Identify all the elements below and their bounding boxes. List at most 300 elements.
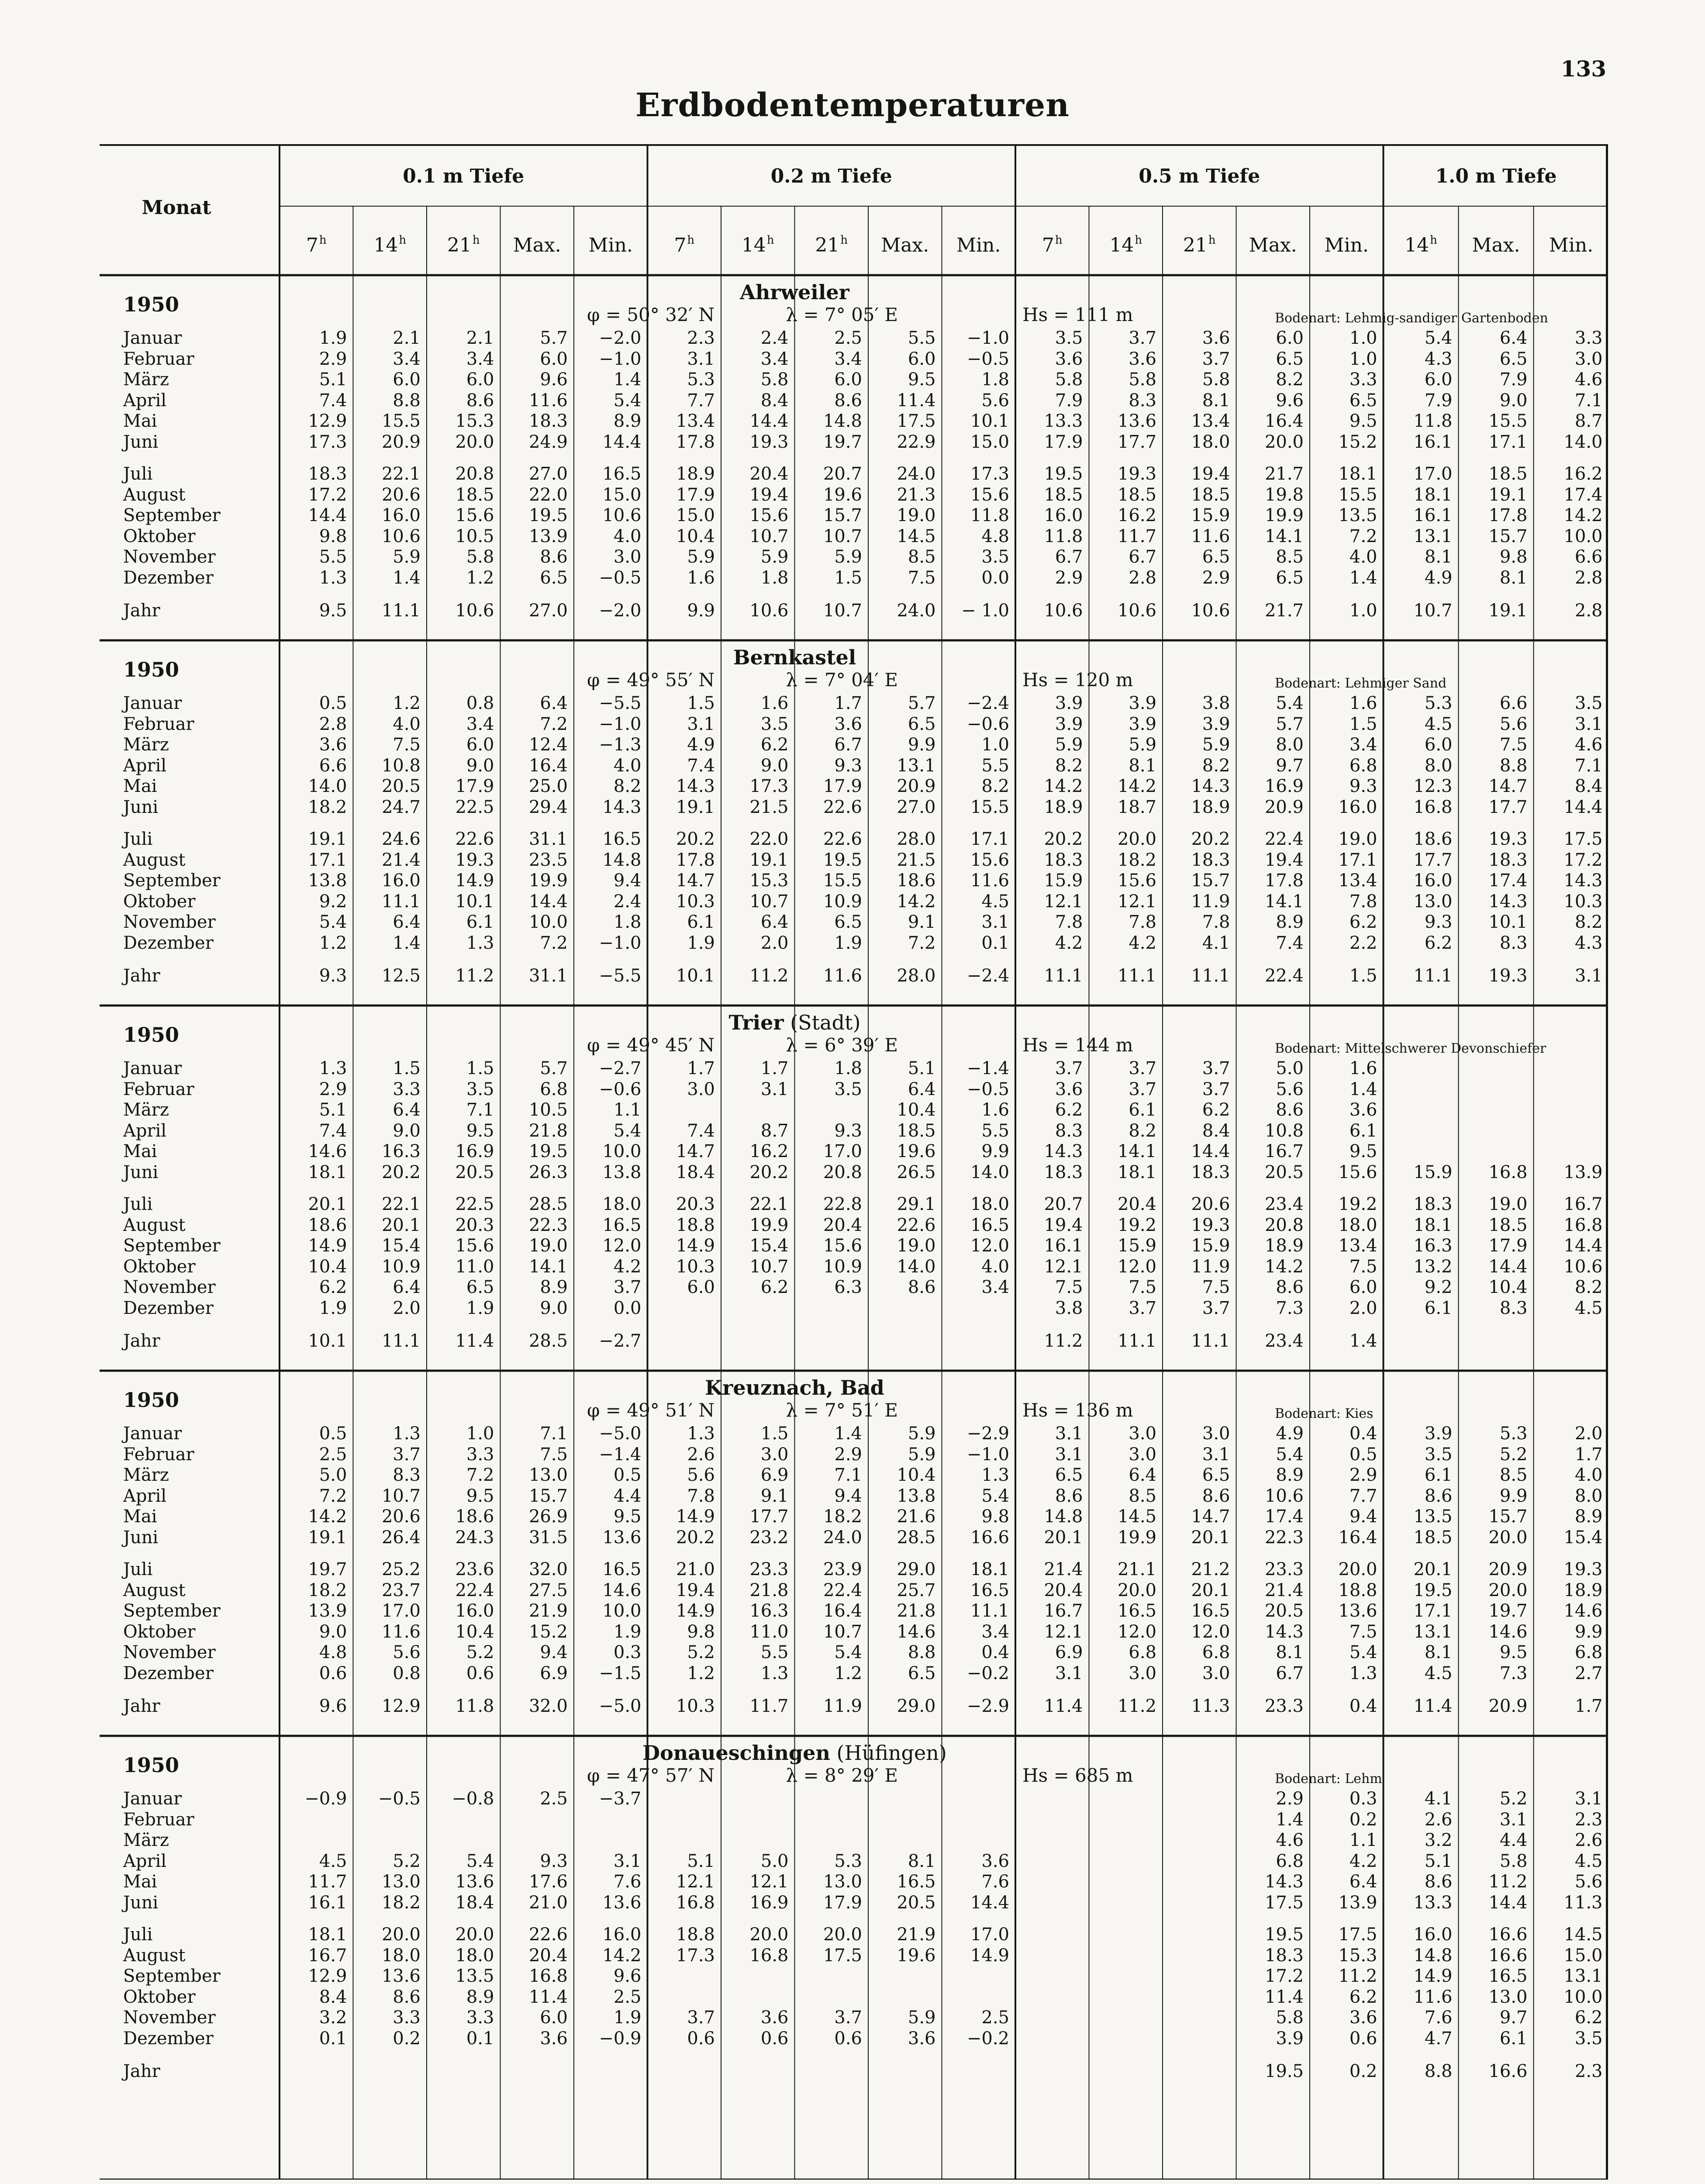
table-cell: 1.4	[393, 567, 421, 588]
table-cell: 22.8	[823, 1194, 862, 1214]
table-cell: 10.9	[381, 1256, 421, 1277]
station-latitude: φ = 49° 45′ N	[587, 1034, 715, 1056]
table-cell: 5.6	[981, 390, 1009, 411]
column-header-label: Max.	[881, 234, 929, 256]
table-cell: 5.4	[613, 1120, 642, 1141]
month-label: Oktober	[123, 1256, 196, 1277]
month-label: April	[123, 1851, 167, 1871]
table-cell: 9.6	[613, 1966, 642, 1986]
month-label: Oktober	[123, 526, 196, 546]
table-cell: 16.8	[749, 1945, 789, 1966]
table-cell: 12.1	[1044, 1621, 1083, 1642]
table-cell: 15.7	[1488, 1507, 1528, 1527]
table-cell: 18.1	[1338, 464, 1377, 484]
table-cell: 16.8	[1563, 1215, 1603, 1235]
table-cell: 7.9	[1055, 390, 1083, 411]
table-cell: 20.4	[1044, 1580, 1083, 1600]
table-cell: 13.5	[1413, 1507, 1453, 1527]
table-cell: 14.4	[528, 891, 568, 912]
table-cell: 17.7	[749, 1507, 789, 1527]
year-summary-label: Jahr	[123, 966, 160, 986]
table-cell: 5.9	[760, 547, 789, 567]
table-cell: 11.6	[528, 390, 568, 411]
table-cell: 8.2	[1055, 755, 1083, 776]
table-cell: 5.2	[1499, 1789, 1528, 1809]
table-cell: 6.0	[540, 2008, 568, 2028]
table-cell: 10.1	[455, 891, 494, 912]
table-cell: 10.4	[897, 1465, 936, 1485]
table-cell: 22.6	[823, 829, 862, 849]
table-cell: 2.3	[1574, 1809, 1603, 1830]
table-cell: 17.7	[1413, 850, 1453, 870]
table-cell: 22.4	[455, 1580, 494, 1600]
table-cell: 10.7	[381, 1486, 421, 1506]
table-cell: 2.9	[1202, 567, 1230, 588]
year-summary-cell: 23.4	[1264, 1331, 1304, 1351]
table-cell: 14.2	[1117, 776, 1156, 796]
table-cell: 7.3	[1276, 1298, 1304, 1318]
table-cell: 16.0	[455, 1601, 494, 1621]
table-cell: −5.5	[599, 693, 642, 713]
month-label: Dezember	[123, 933, 214, 953]
column-header-label: Min.	[956, 234, 1001, 256]
table-cell: 2.2	[1349, 933, 1377, 953]
table-cell: 13.0	[1413, 891, 1453, 912]
table-cell: 20.0	[455, 1925, 494, 1945]
table-cell: 6.4	[540, 693, 568, 713]
month-label: August	[123, 1580, 186, 1600]
column-header	[1536, 236, 1606, 255]
table-cell: 18.0	[1191, 432, 1230, 452]
year-summary-cell: −5.0	[599, 1696, 642, 1716]
table-cell: 7.4	[1276, 933, 1304, 953]
month-label: November	[123, 547, 216, 567]
station-longitude: λ = 7° 04′ E	[786, 669, 898, 691]
year-summary-cell: 28.5	[528, 1331, 568, 1351]
table-cell: 16.8	[1488, 1162, 1528, 1182]
table-cell: 2.8	[1574, 567, 1603, 588]
table-cell: 3.4	[834, 349, 862, 369]
soil-type: Bodenart: Lehmiger Sand	[1275, 676, 1447, 691]
table-cell: 4.9	[1276, 1424, 1304, 1444]
month-label: Oktober	[123, 1987, 196, 2007]
table-cell: 4.0	[393, 714, 421, 734]
table-cell: 5.5	[908, 328, 936, 348]
table-cell: 18.8	[676, 1215, 715, 1235]
table-cell: 11.6	[1191, 526, 1230, 546]
table-cell: 14.0	[897, 1256, 936, 1277]
table-cell: 17.0	[1413, 464, 1453, 484]
year-summary-cell: 11.2	[1044, 1331, 1083, 1351]
table-cell: 11.0	[749, 1621, 789, 1642]
table-cell: 6.4	[393, 1277, 421, 1297]
table-cell: 5.8	[1129, 370, 1156, 390]
table-cell: 9.0	[393, 1120, 421, 1141]
table-cell: 5.2	[1499, 1444, 1528, 1465]
table-cell: −1.0	[599, 714, 642, 734]
table-cell: 11.4	[528, 1987, 568, 2007]
year-summary-cell: 11.4	[455, 1331, 494, 1351]
table-cell: 4.2	[1055, 933, 1083, 953]
table-cell: 24.7	[381, 797, 421, 817]
table-cell: 7.9	[1424, 390, 1453, 411]
table-cell: 7.4	[687, 1120, 715, 1141]
table-cell: 5.1	[1424, 1851, 1453, 1871]
column-header-label: 14	[373, 234, 398, 256]
year-summary-cell: 10.1	[308, 1331, 347, 1351]
table-cell: 9.6	[540, 370, 568, 390]
table-cell: −0.2	[966, 2028, 1009, 2049]
table-cell: 3.6	[1055, 1079, 1083, 1099]
column-header	[576, 236, 645, 255]
table-cell: 10.4	[897, 1100, 936, 1120]
table-cell: 16.1	[1044, 1236, 1083, 1256]
year-summary-cell: 21.7	[1264, 601, 1304, 621]
table-cell: 16.4	[1338, 1527, 1377, 1548]
year-summary-cell: 11.1	[381, 601, 421, 621]
table-cell: 8.0	[1276, 735, 1304, 755]
table-cell: 19.0	[528, 1236, 568, 1256]
table-cell: 22.0	[749, 829, 789, 849]
table-cell: 20.2	[676, 829, 715, 849]
table-cell: 2.1	[466, 328, 494, 348]
table-cell: 3.5	[1424, 1444, 1453, 1465]
table-cell: 3.5	[981, 547, 1009, 567]
table-cell: 4.0	[613, 526, 642, 546]
table-cell: 28.0	[897, 829, 936, 849]
table-cell: 13.6	[602, 1527, 642, 1548]
year-summary-label: Jahr	[123, 601, 160, 621]
table-cell: 14.9	[970, 1945, 1009, 1966]
station-name-main: Ahrweiler	[740, 280, 849, 304]
table-cell: 5.7	[1276, 714, 1304, 734]
table-cell: 2.9	[1349, 1465, 1377, 1485]
table-cell: 3.0	[1129, 1424, 1156, 1444]
table-cell: 5.6	[1574, 1872, 1603, 1892]
table-cell: 15.6	[823, 1236, 862, 1256]
table-cell: 22.9	[897, 432, 936, 452]
month-label: Dezember	[123, 567, 214, 588]
table-cell: 9.7	[1499, 2008, 1528, 2028]
table-cell: 20.5	[381, 776, 421, 796]
table-cell: 17.0	[823, 1141, 862, 1161]
year-summary-cell: 10.6	[455, 601, 494, 621]
table-cell: 17.1	[1338, 850, 1377, 870]
station-name	[620, 1013, 970, 1033]
table-cell: 23.4	[1264, 1194, 1304, 1214]
table-cell: 18.9	[1044, 797, 1083, 817]
table-cell: −2.4	[966, 693, 1009, 713]
table-cell: 11.7	[308, 1872, 347, 1892]
table-cell: 7.5	[1349, 1621, 1377, 1642]
table-cell: 6.6	[1499, 693, 1528, 713]
table-cell: 14.7	[676, 871, 715, 891]
table-cell: 9.5	[908, 370, 936, 390]
table-cell: 11.6	[1413, 1987, 1453, 2007]
table-cell: 21.0	[528, 1892, 568, 1913]
table-cell: 11.9	[1191, 891, 1230, 912]
column-header	[870, 236, 940, 255]
table-cell: 3.9	[1129, 693, 1156, 713]
table-cell: 14.9	[676, 1601, 715, 1621]
table-cell: 17.4	[1264, 1507, 1304, 1527]
table-cell: 9.9	[1499, 1486, 1528, 1506]
table-cell: 0.0	[981, 567, 1009, 588]
table-cell: 14.7	[1488, 776, 1528, 796]
table-cell: 20.1	[1044, 1527, 1083, 1548]
table-cell: 25.7	[897, 1580, 936, 1600]
table-cell: 3.7	[1129, 1079, 1156, 1099]
month-column-header: Monat	[142, 197, 211, 219]
table-cell: 7.5	[908, 567, 936, 588]
table-cell: 19.1	[308, 1527, 347, 1548]
table-cell: 7.2	[1349, 526, 1377, 546]
table-cell: 0.0	[613, 1298, 642, 1318]
table-cell: 7.8	[1129, 912, 1156, 932]
table-cell: 5.6	[687, 1465, 715, 1485]
year-summary-cell: 11.8	[455, 1696, 494, 1716]
table-cell: 11.8	[970, 505, 1009, 525]
table-cell: 15.0	[970, 432, 1009, 452]
table-cell: 9.4	[834, 1486, 862, 1506]
column-header	[428, 236, 498, 255]
table-cell: 14.1	[528, 1256, 568, 1277]
station-name-suffix: (Hüfingen)	[830, 1741, 947, 1765]
month-label: Mai	[123, 1872, 157, 1892]
station-name-main: Donaueschingen	[642, 1741, 830, 1765]
year-summary-cell: −2.7	[599, 1331, 642, 1351]
table-cell: 11.0	[455, 1256, 494, 1277]
table-cell: 6.8	[1129, 1642, 1156, 1662]
table-cell: −1.0	[599, 933, 642, 953]
table-cell: 7.6	[613, 1872, 642, 1892]
table-cell: 9.0	[466, 755, 494, 776]
table-cell: 20.0	[1338, 1559, 1377, 1579]
table-cell: 20.6	[1191, 1194, 1230, 1214]
table-cell: 8.4	[319, 1987, 347, 2007]
table-cell: 4.5	[1424, 1663, 1453, 1683]
table-cell: 8.4	[1202, 1120, 1230, 1141]
table-cell: 17.3	[308, 432, 347, 452]
table-cell: 6.7	[1129, 547, 1156, 567]
year-summary-cell: 11.1	[1044, 966, 1083, 986]
year-summary-cell: 12.9	[381, 1696, 421, 1716]
table-cell: −2.7	[599, 1058, 642, 1078]
table-cell: 16.0	[381, 871, 421, 891]
table-cell: 18.1	[1117, 1162, 1156, 1182]
table-cell: 10.4	[308, 1256, 347, 1277]
table-cell: 1.6	[981, 1100, 1009, 1120]
table-cell: 18.5	[1488, 1215, 1528, 1235]
table-cell: 16.6	[1488, 1945, 1528, 1966]
table-cell: 20.0	[1117, 1580, 1156, 1600]
table-cell: 13.1	[1563, 1966, 1603, 1986]
table-cell: 9.0	[540, 1298, 568, 1318]
station-year: 1950	[123, 658, 179, 681]
table-cell: 19.3	[455, 850, 494, 870]
table-cell: 15.2	[528, 1621, 568, 1642]
month-label: Juli	[123, 1925, 153, 1945]
table-cell: 1.8	[981, 370, 1009, 390]
table-cell: 20.9	[381, 432, 421, 452]
table-cell: −0.6	[599, 1079, 642, 1099]
table-cell: 17.5	[1563, 829, 1603, 849]
table-cell: 7.3	[1499, 1663, 1528, 1683]
page-number: 133	[1560, 56, 1606, 82]
table-cell: 18.0	[970, 1194, 1009, 1214]
year-summary-cell: 23.3	[1264, 1696, 1304, 1716]
table-cell: 14.0	[308, 776, 347, 796]
table-cell: 16.1	[1413, 432, 1453, 452]
table-cell: −1.3	[599, 735, 642, 755]
table-cell: 1.5	[687, 693, 715, 713]
table-cell: 3.7	[1202, 1079, 1230, 1099]
month-label: Januar	[123, 1424, 182, 1444]
table-cell: 5.3	[1499, 1424, 1528, 1444]
table-cell: 6.4	[908, 1079, 936, 1099]
table-cell: 7.1	[1574, 755, 1603, 776]
table-cell: 15.3	[1338, 1945, 1377, 1966]
table-cell: 16.2	[1563, 464, 1603, 484]
table-cell: 17.3	[749, 776, 789, 796]
table-cell: 14.4	[749, 411, 789, 431]
table-cell: 14.4	[1488, 1256, 1528, 1277]
table-cell: 8.6	[1276, 1277, 1304, 1297]
table-cell: 2.0	[393, 1298, 421, 1318]
table-cell: 10.6	[602, 505, 642, 525]
table-cell: 10.9	[823, 891, 862, 912]
table-cell: 12.0	[602, 1236, 642, 1256]
table-cell: −1.4	[966, 1058, 1009, 1078]
column-header-label: 21	[1183, 234, 1208, 256]
year-summary-cell: 11.1	[1117, 1331, 1156, 1351]
table-cell: −0.2	[966, 1663, 1009, 1683]
table-cell: 12.9	[308, 411, 347, 431]
table-cell: 10.9	[823, 1256, 862, 1277]
table-cell: 1.4	[1349, 567, 1377, 588]
table-cell: 16.7	[1044, 1601, 1083, 1621]
table-cell: 3.3	[466, 1444, 494, 1465]
station-elevation: Hs = 136 m	[1022, 1400, 1133, 1421]
table-cell: 16.5	[970, 1580, 1009, 1600]
table-cell: 2.9	[319, 349, 347, 369]
column-header-hour-mark: h	[399, 234, 407, 247]
table-cell: 19.1	[308, 829, 347, 849]
table-cell: 6.0	[1349, 1277, 1377, 1297]
table-cell: 14.9	[676, 1236, 715, 1256]
year-summary-cell: 19.3	[1488, 966, 1528, 986]
table-cell: 17.8	[676, 850, 715, 870]
table-cell: 17.8	[1488, 505, 1528, 525]
table-cell: 15.5	[970, 797, 1009, 817]
table-cell: 19.4	[1191, 464, 1230, 484]
table-cell: 11.9	[1191, 1256, 1230, 1277]
table-cell: 3.0	[1574, 349, 1603, 369]
table-cell: 8.9	[1574, 1507, 1603, 1527]
table-cell: 15.0	[602, 484, 642, 505]
table-cell: 18.3	[1488, 850, 1528, 870]
table-cell: 5.2	[687, 1642, 715, 1662]
month-label: April	[123, 390, 167, 411]
year-summary-cell: 10.6	[749, 601, 789, 621]
table-cell: 2.5	[613, 1987, 642, 2007]
table-cell: 7.5	[1055, 1277, 1083, 1297]
table-cell: 13.0	[528, 1465, 568, 1485]
table-cell: 6.4	[1129, 1465, 1156, 1485]
year-summary-cell: 3.1	[1574, 966, 1603, 986]
station-elevation: Hs = 120 m	[1022, 669, 1133, 691]
table-cell: 3.1	[1499, 1809, 1528, 1830]
table-cell: 3.6	[1055, 349, 1083, 369]
table-cell: 3.7	[1129, 328, 1156, 348]
table-cell: 14.5	[1563, 1925, 1603, 1945]
year-summary-cell: 28.0	[897, 966, 936, 986]
table-cell: 19.5	[1264, 1925, 1304, 1945]
table-cell: 14.9	[1413, 1966, 1453, 1986]
table-cell: 0.4	[981, 1642, 1009, 1662]
table-cell: 12.9	[308, 1966, 347, 1986]
table-cell: 9.3	[1424, 912, 1453, 932]
table-cell: 1.9	[613, 2008, 642, 2028]
table-cell: 3.1	[1574, 714, 1603, 734]
table-cell: 1.3	[319, 567, 347, 588]
table-cell: 18.1	[308, 1162, 347, 1182]
table-cell: 3.9	[1424, 1424, 1453, 1444]
table-cell: 17.9	[1488, 1236, 1528, 1256]
table-cell: 9.3	[834, 755, 862, 776]
table-cell: 13.4	[1338, 1236, 1377, 1256]
table-cell: 5.8	[1499, 1851, 1528, 1871]
table-cell: 6.2	[1349, 1987, 1377, 2007]
table-cell: 24.9	[528, 432, 568, 452]
table-cell: 9.8	[319, 526, 347, 546]
table-cell: 16.0	[1338, 797, 1377, 817]
table-cell: 8.3	[1499, 933, 1528, 953]
year-summary-cell: 29.0	[897, 1696, 936, 1716]
table-cell: 1.4	[834, 1424, 862, 1444]
table-cell: 14.7	[676, 1141, 715, 1161]
table-cell: 8.2	[1129, 1120, 1156, 1141]
table-cell: 18.0	[455, 1945, 494, 1966]
table-cell: 22.5	[455, 1194, 494, 1214]
table-cell: 17.9	[676, 484, 715, 505]
table-cell: 3.7	[1202, 1058, 1230, 1078]
station-name	[620, 282, 970, 302]
table-cell: 13.8	[602, 1162, 642, 1182]
table-cell: 9.1	[760, 1486, 789, 1506]
table-cell: 0.5	[319, 693, 347, 713]
table-cell: 9.0	[319, 1621, 347, 1642]
table-cell: 8.1	[1276, 1642, 1304, 1662]
table-cell: 12.0	[1191, 1621, 1230, 1642]
table-cell: 16.3	[749, 1601, 789, 1621]
table-cell: 3.0	[1129, 1444, 1156, 1465]
table-cell: 13.1	[897, 755, 936, 776]
table-cell: 11.4	[897, 390, 936, 411]
table-cell: 17.5	[1264, 1892, 1304, 1913]
table-cell: 6.7	[1276, 1663, 1304, 1683]
table-cell: 20.1	[381, 1215, 421, 1235]
table-cell: 6.0	[466, 735, 494, 755]
table-cell: 27.5	[528, 1580, 568, 1600]
table-cell: 18.5	[897, 1120, 936, 1141]
table-cell: 3.1	[1055, 1663, 1083, 1683]
table-cell: 6.0	[1424, 735, 1453, 755]
table-cell: 16.5	[602, 464, 642, 484]
table-cell: 20.0	[1488, 1527, 1528, 1548]
table-cell: 21.8	[749, 1580, 789, 1600]
table-cell: 14.1	[1264, 526, 1304, 546]
